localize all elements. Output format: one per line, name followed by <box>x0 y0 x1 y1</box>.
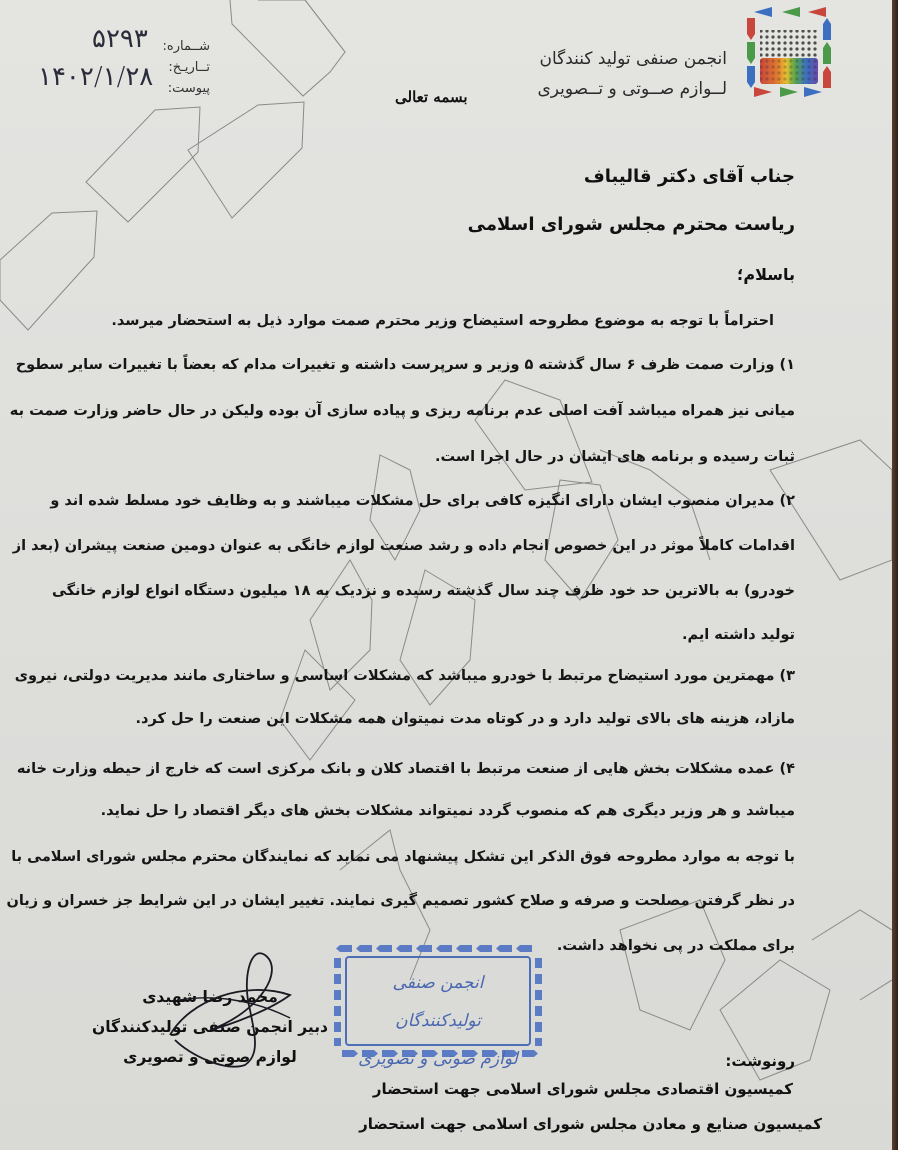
letter-number-handwritten: ۵۲۹۳ <box>92 24 148 54</box>
stamp-line2: لوازم صوتی و تصویری <box>358 1049 518 1069</box>
cc-item: کمیسیون صنایع و معادن مجلس شورای اسلامی جهت استحضار <box>359 1115 822 1133</box>
body-line: ۳) مهمترین مورد استیضاح مرتبط با خودرو میباشد که مشکلات اساسی و ساختاری مانند مدیریت دولتی، نیروی <box>14 668 795 684</box>
bismillah-heading: بسمه تعالی <box>395 88 468 106</box>
table-edge <box>892 0 898 1150</box>
date-label: تــاریـخ: <box>168 60 210 75</box>
body-line: میانی نیز همراه میباشد آفت اصلی عدم برنامه ریزی و پیاده سازی آن بوده ولیکن در حال حاضر وزارت صمت به <box>9 403 795 419</box>
body-line: خودرو) به بالاترین حد خود ظرف چند سال گذشته رسیده و نزدیک به ۱۸ میلیون دستگاه انواع لوازم خانگی <box>51 583 795 599</box>
body-line: میباشد و هر وزیر دیگری هم که منصوب گردد نمیتواند مشکلات بخش های دیگر اقتصاد را حل نماید. <box>100 803 795 819</box>
body-line: برای مملکت در پی نخواهد داشت. <box>556 938 795 954</box>
letterhead-org-name <box>537 44 727 104</box>
signatory-title-line2: لوازم صوتی و تصویری <box>123 1048 297 1066</box>
body-line: ثبات رسیده و برنامه های ایشان در حال اجرا است. <box>435 449 795 465</box>
footer-cut-off-text <box>250 1144 890 1150</box>
organization-stamp <box>332 942 544 1069</box>
body-line: ۴) عمده مشکلات بخش هایی از صنعت مرتبط با اقتصاد کلان و بانک مرکزی است که خارج از حیطه وزارت خانه <box>16 761 795 777</box>
body-intro: احتراماً با توجه به موضوع مطروحه استیضاح وزیر محترم صمت موارد ذیل به استحضار میرسد. <box>111 313 774 329</box>
recipient-title: ریاست محترم مجلس شورای اسلامی <box>467 214 795 235</box>
body-line: ۲) مدیران منصوب ایشان دارای انگیزه کافی برای حل مشکلات میباشند و به وظایف خود مسلط شده اند و <box>50 493 795 509</box>
recipient-name: جناب آقای دکتر قالیباف <box>583 166 795 187</box>
salutation: باسلام؛ <box>736 265 795 284</box>
letter-meta-labels <box>150 36 210 99</box>
body-line: ۱) وزارت صمت ظرف ۶ سال گذشته ۵ وزیر و سرپرست داشته و تغییرات مدام که بعضاً با تغییرات سایر سطوح <box>15 357 795 373</box>
number-label: شــماره: <box>162 39 210 54</box>
cc-item: کمیسیون اقتصادی مجلس شورای اسلامی جهت استحضار <box>372 1080 793 1098</box>
cc-label: رونوشت: <box>725 1052 795 1070</box>
body-line: تولید داشته ایم. <box>681 627 795 643</box>
body-line: در نظر گرفتن مصلحت و صرفه و صلاح کشور تصمیم گیری نمایند. تغییر ایشان در این شرایط جز خسران و زیان <box>6 893 795 909</box>
org-name-line2: لــوازم صــوتی و تــصویری <box>537 79 727 99</box>
stamp-text <box>345 956 531 1069</box>
org-name-line1: انجمن صنفی تولید کنندگان <box>539 49 727 69</box>
body-line: با توجه به موارد مطروحه فوق الذکر این تشکل پیشنهاد می نماید که نمایندگان محترم مجلس شورای اسلامی با <box>11 849 795 865</box>
body-line: مازاد، هزینه های بالای تولید دارد و در کوتاه مدت نمیتوان همه مشکلات این صنعت را حل کرد. <box>135 711 795 727</box>
letter-date-handwritten: ۱۴۰۲/۱/۲۸ <box>38 62 154 92</box>
rainbow-dot-grid-logo-icon <box>740 4 838 100</box>
signatory-title-line1: دبیر انجمن صنفی تولیدکنندگان <box>91 1018 329 1036</box>
attachment-label: پیوست: <box>167 81 210 96</box>
stamp-line1: انجمن صنفی تولیدکنندگان <box>392 973 484 1031</box>
signatory-name: محمد رضا شهیدی <box>142 988 278 1006</box>
handwritten-signature-icon <box>150 940 320 1080</box>
body-line: اقدامات کاملاً موثر در این خصوص انجام داده و رشد صنعت لوازم خانگی به عنوان دومین صنعت پیشران (بعد از <box>12 538 795 554</box>
